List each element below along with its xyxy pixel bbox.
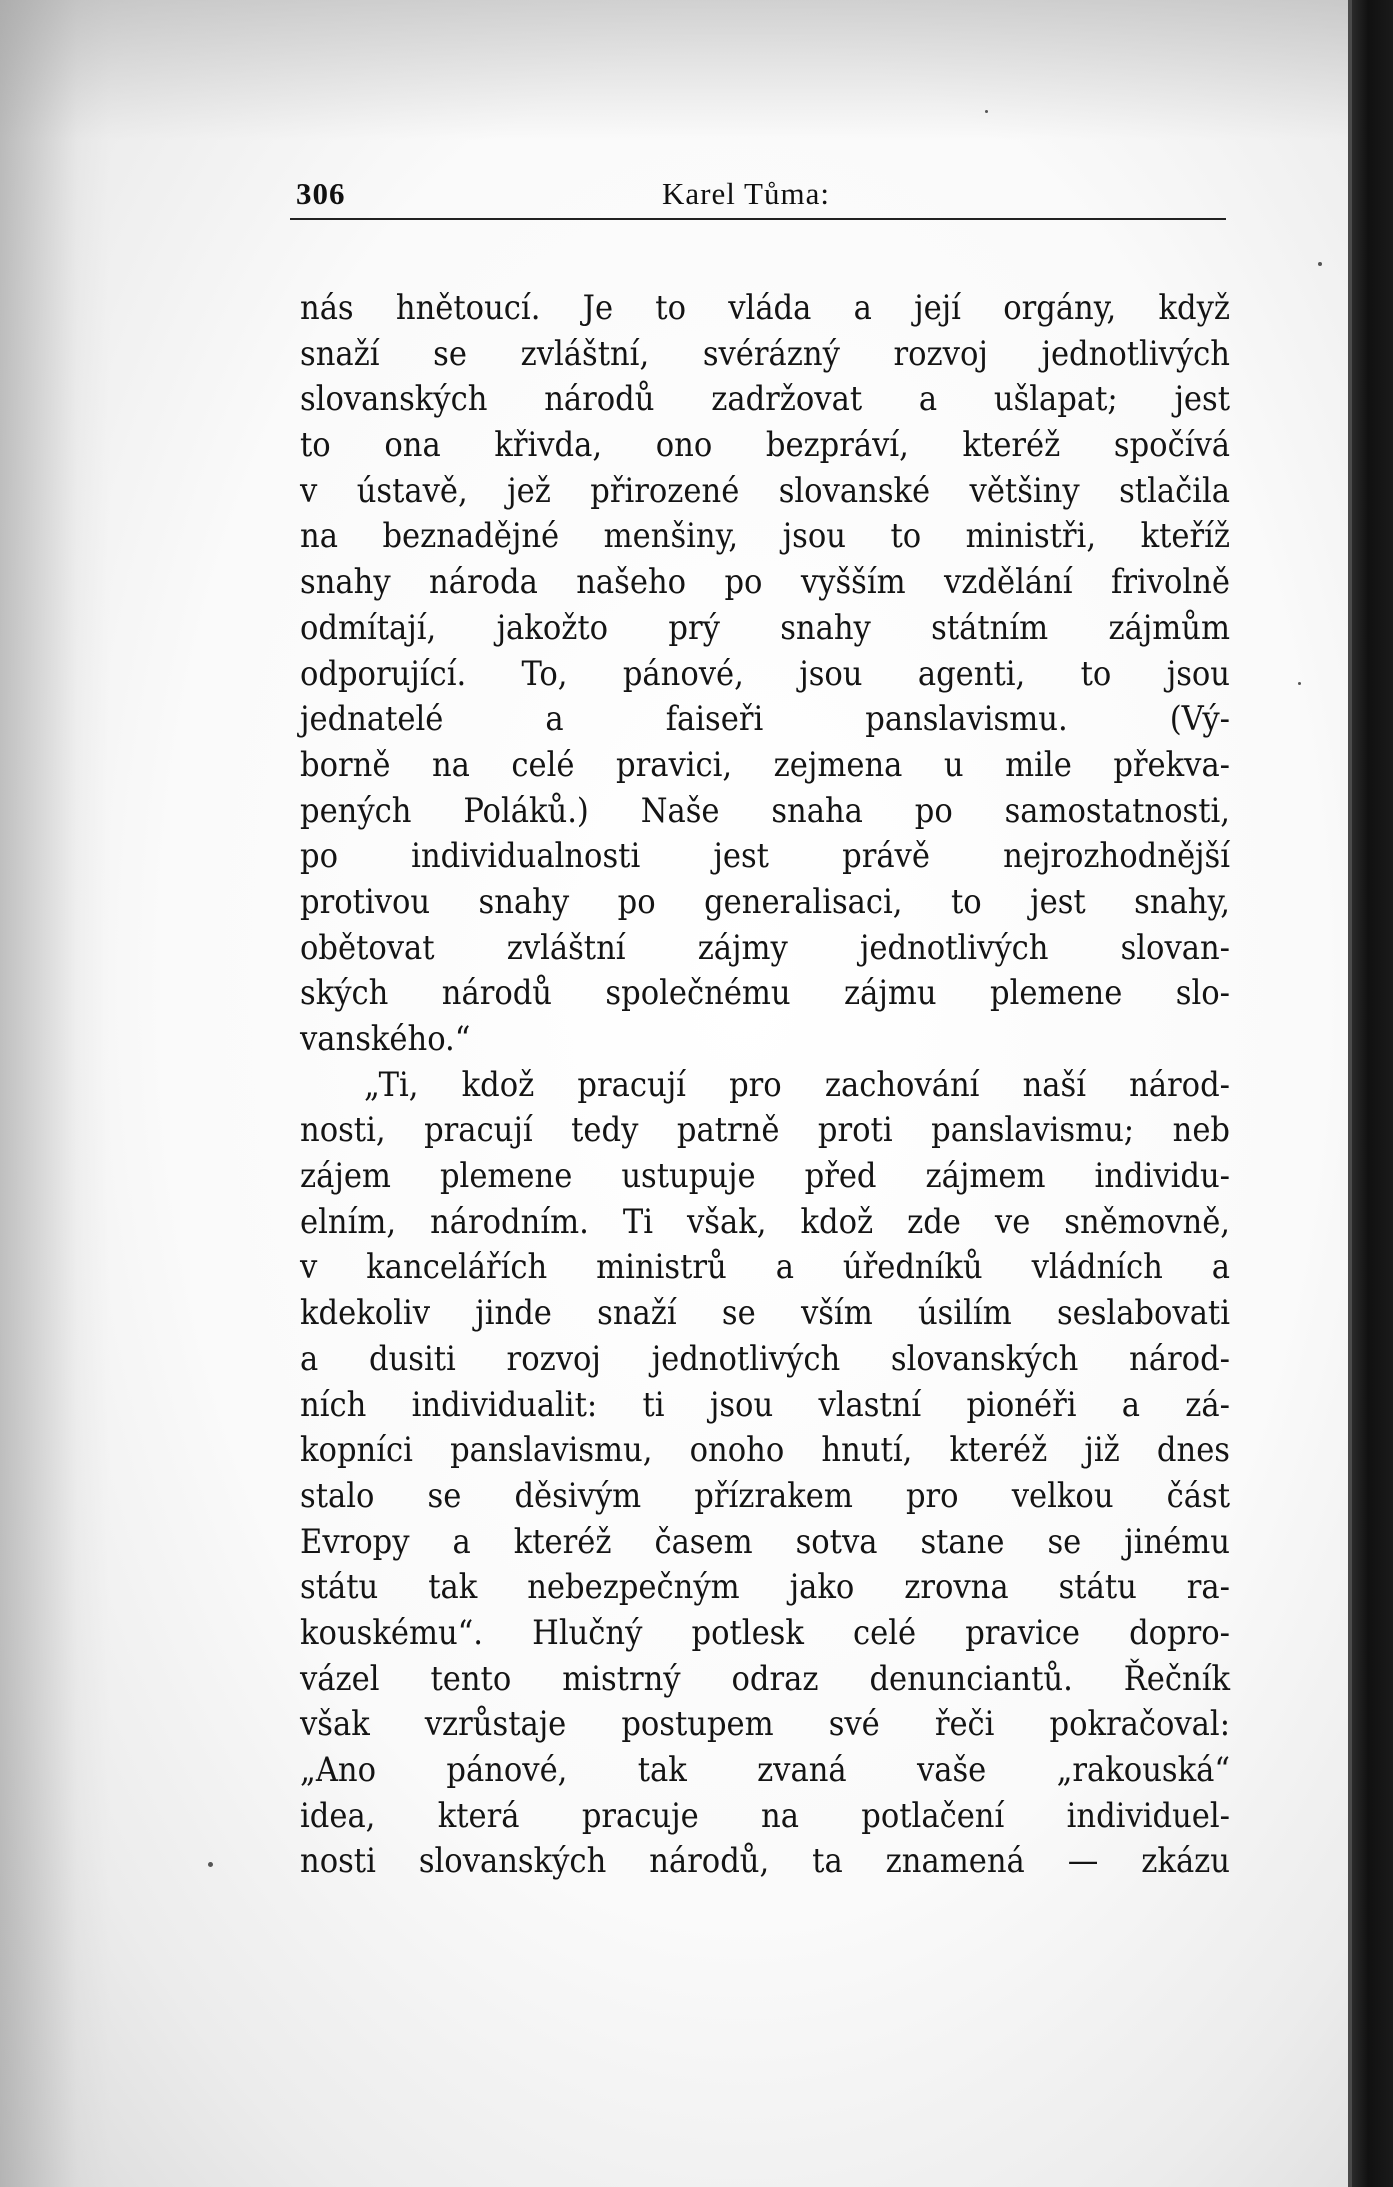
- text-line: kopníci panslavismu, onoho hnutí, kteréž již dnes: [300, 1430, 1230, 1471]
- text-line: ních individualit: ti jsou vlastní pionéři a zá-: [300, 1384, 1230, 1425]
- text-line: zájem plemene ustupuje před zájmem individu-: [300, 1156, 1230, 1197]
- text-line: však vzrůstaje postupem své řeči pokračoval:: [300, 1704, 1230, 1745]
- scan-speck: [208, 1862, 213, 1867]
- text-line: protivou snahy po generalisaci, to jest snahy,: [300, 881, 1230, 922]
- text-line: po individualnosti jest právě nejrozhodnější: [300, 836, 1230, 877]
- scan-dark-edge: [1352, 0, 1393, 2187]
- text-line: snaží se zvláštní, svérázný rozvoj jednotlivých: [300, 333, 1230, 374]
- text-line: a dusiti rozvoj jednotlivých slovanských národ-: [300, 1338, 1230, 1379]
- text-line: v kancelářích ministrů a úředníků vládních a: [300, 1247, 1230, 1288]
- scan-speck: [985, 110, 988, 113]
- text-line: obětovat zvláštní zájmy jednotlivých slovan-: [300, 927, 1230, 968]
- text-line: odmítají, jakožto prý snahy státním zájmům: [300, 607, 1230, 648]
- text-line: slovanských národů zadržovat a ušlapat; jest: [300, 379, 1230, 420]
- text-line: kouskému“. Hlučný potlesk celé pravice dopro-: [300, 1612, 1230, 1653]
- text-line: vanského.“: [300, 1019, 471, 1059]
- text-line: „Ano pánové, tak zvaná vaše „rakouská“: [300, 1750, 1230, 1790]
- page-left-shadow: [0, 0, 110, 2187]
- text-line: stalo se děsivým přízrakem pro velkou část: [300, 1475, 1230, 1516]
- scan-speck: [1298, 682, 1301, 685]
- text-line: nosti slovanských národů, ta znamená — zkázu: [300, 1841, 1230, 1882]
- text-line: nosti, pracují tedy patrně proti panslavismu; neb: [300, 1110, 1230, 1151]
- text-line: na beznadějné menšiny, jsou to ministři, kteříž: [300, 516, 1230, 557]
- text-line: elním, národním. Ti však, kdož zde ve sněmovně,: [300, 1201, 1230, 1242]
- page-number: 306: [296, 176, 346, 211]
- body-text: [300, 286, 1230, 1885]
- text-line: snahy národa našeho po vyšším vzdělání frivolně: [300, 562, 1230, 603]
- scan-speck: [1318, 262, 1322, 266]
- page-top-shadow: [0, 0, 1352, 140]
- text-line: borně na celé pravici, zejmena u mile překva-: [300, 744, 1230, 785]
- text-line: kdekoliv jinde snaží se vším úsilím seslabovati: [300, 1293, 1230, 1334]
- header-rule: [290, 218, 1226, 220]
- running-title: Karel Tůma:: [662, 176, 830, 211]
- text-line: „Ti, kdož pracují pro zachování naší národ-: [364, 1064, 1230, 1105]
- text-line: pených Poláků.) Naše snaha po samostatnosti,: [300, 790, 1230, 831]
- text-line: to ona křivda, ono bezpráví, kteréž spočívá: [300, 425, 1230, 466]
- text-line: ských národů společnému zájmu plemene slo-: [300, 973, 1230, 1014]
- text-line: odporující. To, pánové, jsou agenti, to jsou: [300, 653, 1230, 694]
- text-line: jednatelé a faiseři panslavismu. (Vý-: [300, 699, 1230, 740]
- running-head: [296, 176, 1226, 218]
- text-line: vázel tento mistrný odraz denunciantů. Řečník: [300, 1658, 1230, 1699]
- text-line: nás hnětoucí. Je to vláda a její orgány, když: [300, 288, 1230, 328]
- text-line: v ústavě, jež přirozené slovanské většiny stlačila: [300, 470, 1230, 511]
- text-line: Evropy a kteréž časem sotva stane se jinému: [300, 1521, 1230, 1562]
- text-line: idea, která pracuje na potlačení individuel-: [300, 1795, 1230, 1836]
- text-line: státu tak nebezpečným jako zrovna státu ra-: [300, 1567, 1230, 1608]
